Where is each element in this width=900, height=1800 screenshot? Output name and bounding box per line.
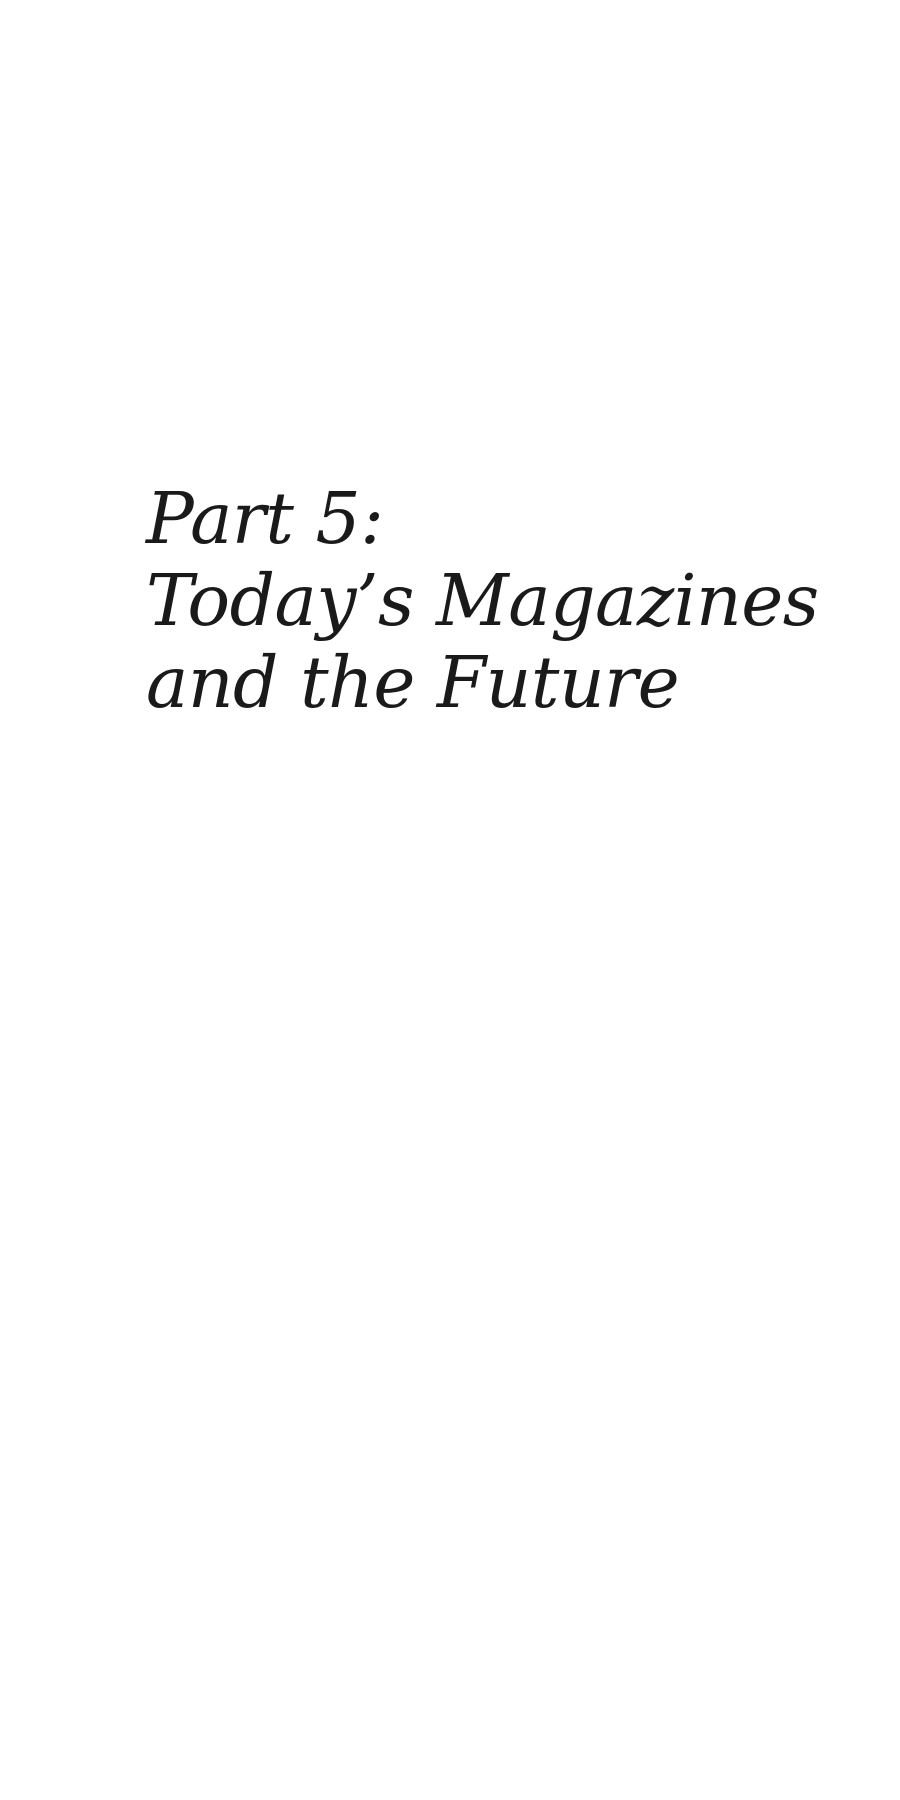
part-title-line-3: and the Future [146,641,680,724]
part-title [146,478,819,724]
part-title-line-1: Part 5: [146,477,384,560]
part-title-line-2: Today’s Magazines [146,559,819,642]
